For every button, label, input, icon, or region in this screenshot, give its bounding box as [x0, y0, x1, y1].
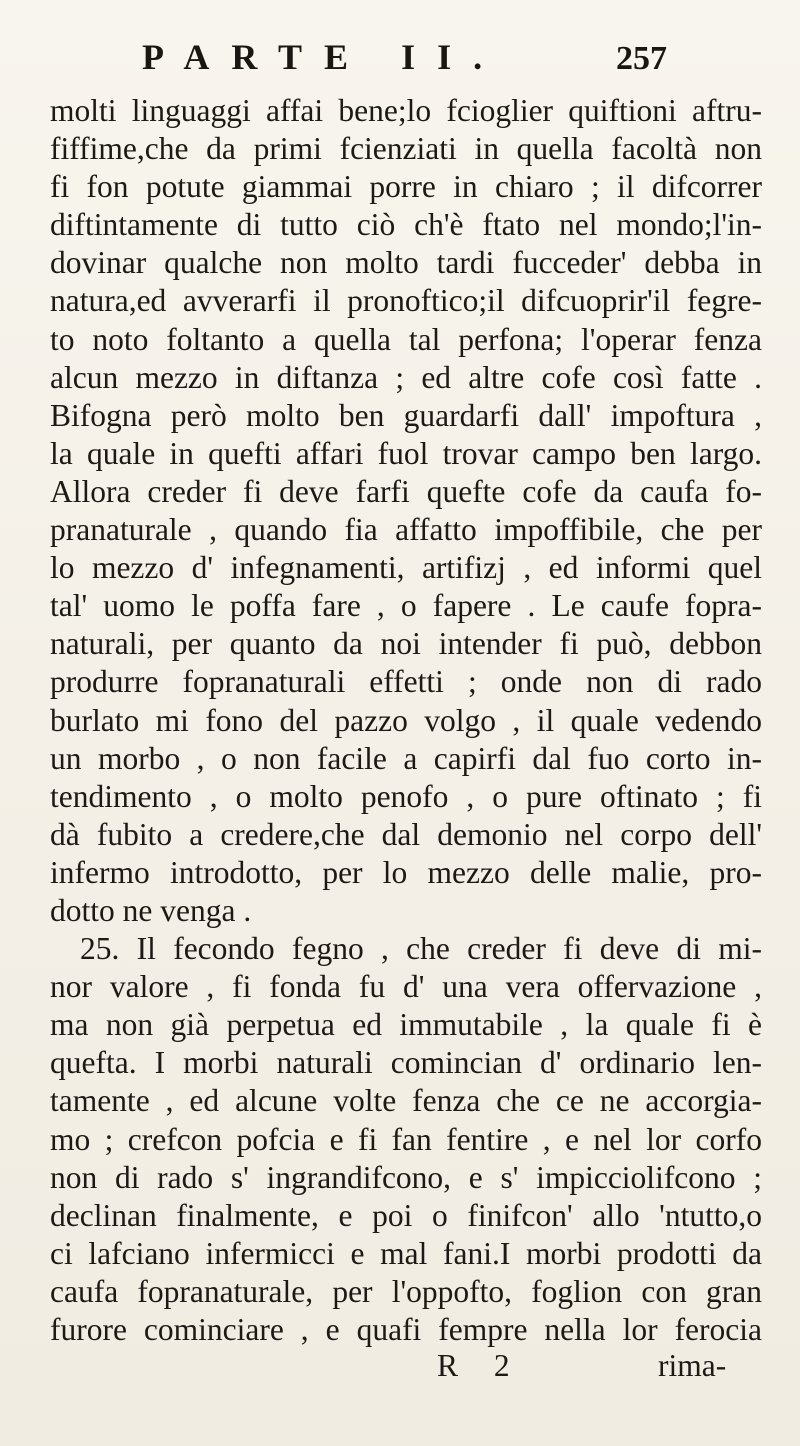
text-line: molti linguaggi affai bene;lo fcioglier quiftioni aftru-: [50, 93, 762, 128]
text-line: naturali, per quanto da noi intender fi può, debbon: [50, 626, 762, 662]
text-line: tendimento , o molto penofo , o pure oftinato ; fi: [50, 778, 762, 814]
text-line: un morbo , o non facile a capirfi dal fuo corto in-: [50, 740, 762, 776]
running-head: PARTE II.: [142, 37, 505, 77]
text-line: tal' uomo le poffa fare , o fapere . Le caufe fopra-: [50, 588, 762, 624]
text-line: ci lafciano infermicci e mal fani.I morbi prodotti da: [50, 1235, 762, 1271]
text-line: fi fon potute giammai porre in chiaro ; il difcorrer: [50, 169, 762, 205]
text-line: furore cominciare , e quafi fempre nella lor ferocia: [50, 1312, 762, 1347]
signature-mark: R 2: [437, 1348, 524, 1383]
body-text: [50, 92, 762, 1349]
text-line: caufa fopranaturale, per l'oppofto, foglion con gran: [50, 1273, 762, 1309]
text-line: Allora creder fi deve farfi quefte cofe da caufa fo-: [50, 473, 762, 509]
text-line: burlato mi fono del pazzo volgo , il quale vedendo: [50, 702, 762, 738]
text-line: diftintamente di tutto ciò ch'è ftato nel mondo;l'in-: [50, 207, 762, 243]
paragraph-start-line: 25. Il fecondo fegno , che creder fi deve di mi-: [80, 931, 762, 967]
text-line: fiffime,che da primi fcienziati in quella facoltà non: [50, 131, 762, 167]
page-header: [0, 22, 800, 92]
text-line: non di rado s' ingrandifcono, e s' impicciolifcono ;: [50, 1159, 762, 1195]
text-line: dovinar qualche non molto tardi fucceder' debba in: [50, 245, 762, 281]
paragraph-end-line: dotto ne venga .: [50, 892, 252, 928]
text-line: infermo introdotto, per lo mezzo delle malie, pro-: [50, 854, 762, 890]
text-line: ma non già perpetua ed immutabile , la quale fi è: [50, 1007, 762, 1043]
text-line: quefta. I morbi naturali comincian d' ordinario len-: [50, 1045, 762, 1081]
text-line: to noto foltanto a quella tal perfona; l'operar fenza: [50, 321, 762, 357]
text-line: mo ; crefcon pofcia e fi fan fentire , e nel lor corfo: [50, 1121, 762, 1157]
page-number: 257: [616, 40, 667, 77]
text-line: nor valore , fi fonda fu d' una vera offervazione ,: [50, 969, 762, 1005]
text-line: alcun mezzo in diftanza ; ed altre cofe così fatte .: [50, 359, 762, 395]
text-line: produrre fopranaturali effetti ; onde non di rado: [50, 664, 762, 700]
text-line: dà fubito a credere,che dal demonio nel corpo dell': [50, 816, 762, 852]
catchword: rima-: [658, 1348, 727, 1383]
text-line: natura,ed avverarfi il pronoftico;il difcuoprir'il fegre-: [50, 283, 762, 319]
text-line: pranaturale , quando fia affatto impoffibile, che per: [50, 512, 762, 548]
text-line: lo mezzo d' infegnamenti, artifizj , ed informi quel: [50, 550, 762, 586]
text-line: Bifogna però molto ben guardarfi dall' impoftura ,: [50, 397, 762, 433]
text-line: declinan finalmente, e poi o finifcon' allo 'ntutto,o: [50, 1197, 762, 1233]
text-line: la quale in quefti affari fuol trovar campo ben largo.: [50, 435, 762, 471]
text-line: tamente , ed alcune volte fenza che ce ne accorgia-: [50, 1083, 762, 1119]
page-footer: [0, 1348, 800, 1388]
